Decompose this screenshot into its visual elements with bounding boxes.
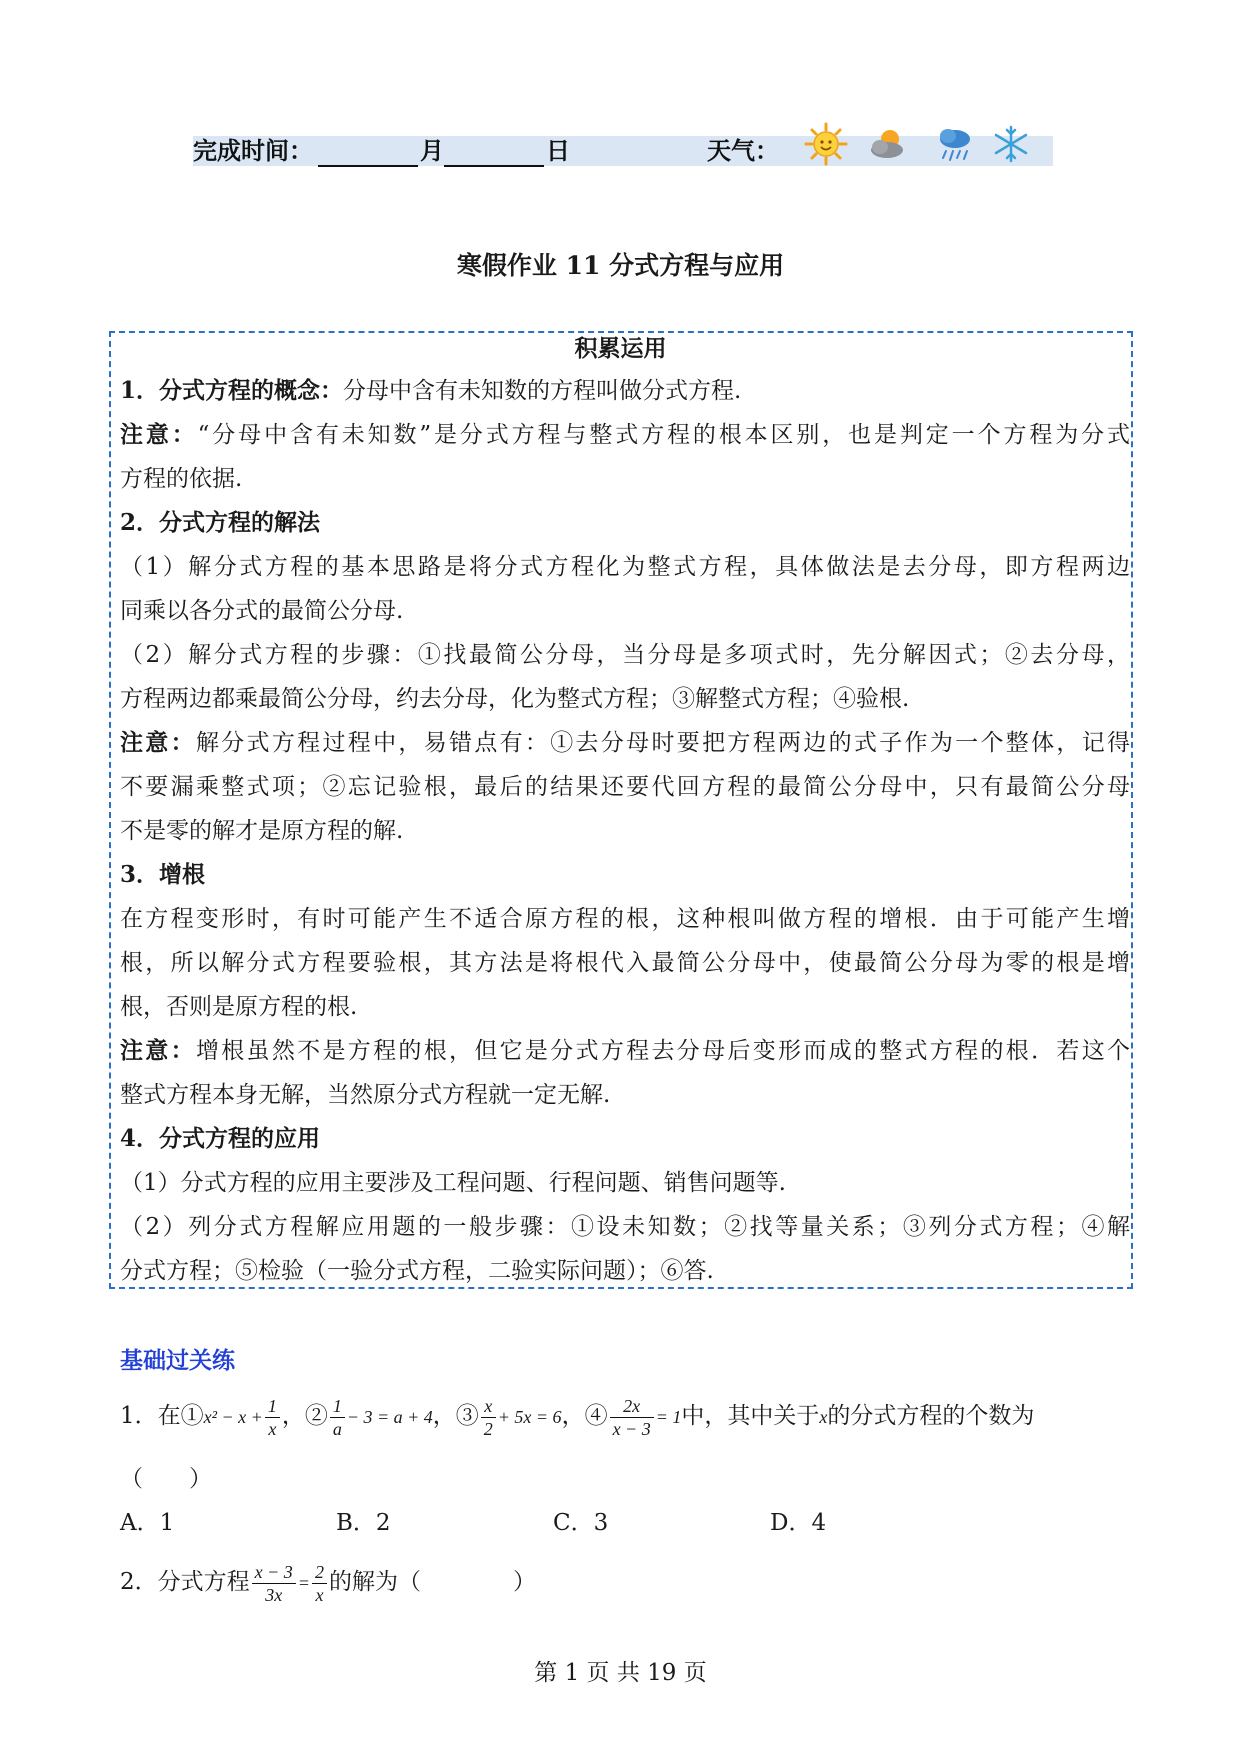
section-title: 基础过关练 — [120, 1348, 235, 1374]
note1-line2: 方程的依据. — [120, 466, 243, 492]
q1-sep4: ，④ — [561, 1403, 608, 1429]
application-heading — [120, 1122, 1130, 1156]
solution-step1-line1: （1）解分式方程的基本思路是将分式方程化为整式方程，具体做法是去分母，即方程两边 — [120, 554, 1130, 580]
question-2 — [120, 1554, 536, 1610]
note3-line1 — [120, 1034, 1130, 1068]
sun-icon — [804, 122, 848, 166]
concept-text: 分母中含有未知数的方程叫做分式方程. — [343, 378, 742, 404]
q1-prefix: 1．在① — [120, 1403, 204, 1429]
box-heading: 积累运用 — [574, 335, 667, 362]
month-blank — [318, 165, 418, 167]
note1-label: 注意： — [120, 421, 198, 448]
day-blank — [444, 165, 544, 167]
solution-step2-line1: （2）解分式方程的步骤：①找最简公分母，当分母是多项式时，先分解因式；②去分母， — [120, 642, 1130, 668]
note1-line1 — [120, 418, 1130, 452]
day-label: 日 — [546, 136, 570, 165]
application-label: 4．分式方程的应用 — [120, 1125, 321, 1152]
q2-prefix: 2．分式方程 — [120, 1569, 250, 1595]
concept-line — [120, 374, 1130, 408]
note1-text1: “分母中含有未知数”是分式方程与整式方程的根本区别，也是判定一个方程为分式 — [197, 422, 1130, 448]
q1-option-b[interactable]: B．2 — [336, 1510, 391, 1536]
q1-answer-paren: （ ） — [120, 1466, 212, 1492]
q1-expr4: = 1 — [655, 1407, 682, 1427]
solution-step1-line2: 同乘以各分式的最简公分母. — [120, 598, 404, 624]
q1-var: x — [819, 1407, 828, 1427]
q1-option-c[interactable]: C．3 — [553, 1510, 609, 1536]
snowflake-icon — [989, 122, 1033, 166]
application-step2-line1: （2）列分式方程解应用题的一般步骤：①设未知数；②找等量关系；③列分式方程；④解 — [120, 1214, 1130, 1240]
note2-line2: 不要漏乘整式项；②忘记验根，最后的结果还要代回方程的最简公分母中，只有最简公分母 — [120, 774, 1130, 800]
question-1 — [120, 1390, 1034, 1442]
q1-frac2: $\frac{1}{a}$ — [330, 1397, 345, 1438]
completion-time-label: 完成时间： — [193, 136, 313, 165]
q1-expr3: + 5x = 6 — [497, 1407, 562, 1427]
note2-label: 注意： — [120, 729, 196, 756]
application-step2-line2: 分式方程；⑤检验（一验分式方程，二验实际问题）；⑥答. — [120, 1258, 714, 1284]
extraneous-root-heading — [120, 858, 1130, 892]
q2-frac-left: $\frac{x - 3}{3x}$ — [252, 1563, 296, 1604]
q1-option-a[interactable]: A．1 — [120, 1510, 175, 1536]
note2-line3: 不是零的解才是原方程的解. — [120, 818, 404, 844]
note2-line1 — [120, 726, 1130, 760]
extraneous-root-line1: 在方程变形时，有时可能产生不适合原方程的根，这种根叫做方程的增根．由于可能产生增 — [120, 906, 1130, 932]
q2-suffix: 的解为（ ） — [328, 1569, 536, 1595]
header-band — [193, 136, 1053, 166]
q1-frac1: $\frac{1}{x}$ — [265, 1397, 280, 1438]
page-footer: 第 1 页 共 19 页 — [534, 1660, 707, 1686]
document-title: 寒假作业 11 分式方程与应用 — [456, 251, 785, 280]
rain-icon — [933, 122, 977, 166]
month-label: 月 — [420, 136, 444, 165]
q1-frac3: $\frac{x}{2}$ — [481, 1397, 496, 1438]
extraneous-root-line3: 根，否则是原方程的根. — [120, 994, 358, 1020]
q1-sep3: ，③ — [432, 1403, 479, 1429]
concept-label: 1．分式方程的概念： — [120, 377, 344, 404]
extraneous-root-line2: 根，所以解分式方程要验根，其方法是将根代入最简公分母中，使最简公分母为零的根是增 — [120, 950, 1130, 976]
note3-text1: 增根虽然不是方程的根，但它是分式方程去分母后变形而成的整式方程的根．若这个 — [195, 1038, 1131, 1064]
q1-expr1: x² − x + — [203, 1407, 263, 1427]
note3-label: 注意： — [120, 1037, 196, 1064]
q2-frac-right: $\frac{2}{x}$ — [312, 1563, 327, 1604]
application-step1: （1）分式方程的应用主要涉及工程问题、行程问题、销售问题等. — [120, 1170, 786, 1196]
note2-text1: 解分式方程过程中，易错点有：①去分母时要把方程两边的式子作为一个整体，记得 — [195, 730, 1131, 756]
q1-expr2: − 3 = a + 4 — [346, 1407, 433, 1427]
q1-suffix-a: 中，其中关于 — [681, 1403, 820, 1429]
solution-label: 2．分式方程的解法 — [120, 509, 321, 536]
q2-equals: = — [297, 1573, 310, 1593]
extraneous-root-label: 3．增根 — [120, 861, 206, 888]
solution-step2-line2: 方程两边都乘最简公分母，约去分母，化为整式方程；③解整式方程；④验根. — [120, 686, 910, 712]
q1-suffix-b: 的分式方程的个数为 — [827, 1403, 1035, 1429]
weather-label: 天气： — [707, 136, 779, 165]
partly-cloudy-icon — [866, 122, 910, 166]
note3-line2: 整式方程本身无解，当然原分式方程就一定无解. — [120, 1082, 611, 1108]
q1-sep2: ，② — [281, 1403, 328, 1429]
solution-heading — [120, 506, 1130, 540]
q1-frac4: $\frac{2x}{x - 3}$ — [610, 1397, 654, 1438]
q1-option-d[interactable]: D．4 — [770, 1510, 827, 1536]
